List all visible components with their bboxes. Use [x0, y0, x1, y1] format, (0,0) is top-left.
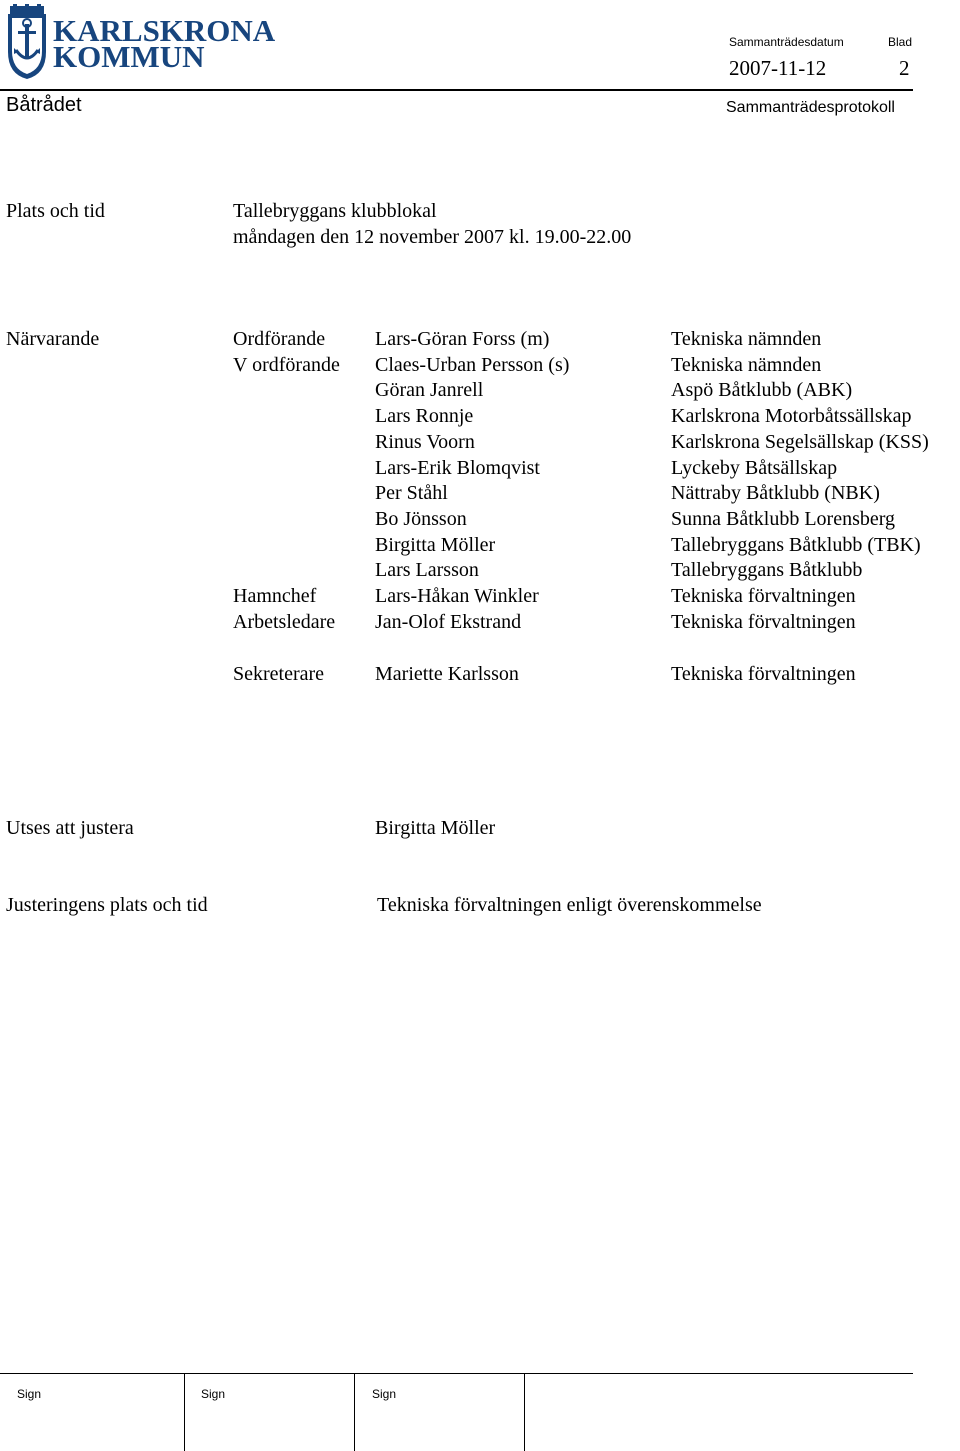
adjustment-place-value: Tekniska förvaltningen enligt överenskommelse — [377, 894, 762, 916]
signature-box-divider — [354, 1373, 355, 1451]
secretary-role: Sekreterare — [233, 663, 325, 685]
attendee-org: Tallebryggans Båtklubb — [671, 559, 863, 581]
signature-box-divider — [184, 1373, 185, 1451]
municipality-crest-logo — [6, 4, 48, 80]
attendee-name: Lars Larsson — [375, 559, 479, 581]
attendee-name: Lars-Håkan Winkler — [375, 585, 539, 607]
secretary-org: Tekniska förvaltningen — [671, 663, 856, 685]
attendee-org: Sunna Båtklubb Lorensberg — [671, 508, 896, 530]
adjuster-value: Birgitta Möller — [375, 817, 496, 839]
sign-label-3: Sign — [372, 1387, 397, 1401]
attendee-name: Birgitta Möller — [375, 534, 496, 556]
sign-label-2: Sign — [201, 1387, 226, 1401]
attendee-org: Lyckeby Båtsällskap — [671, 457, 838, 479]
attendee-name: Göran Janrell — [375, 379, 484, 401]
attendee-org: Aspö Båtklubb (ABK) — [671, 379, 853, 401]
attendee-org: Karlskrona Motorbåtssällskap — [671, 405, 912, 427]
attendee-org: Tekniska nämnden — [671, 354, 822, 376]
place-time-label: Plats och tid — [6, 200, 105, 222]
header-divider — [0, 89, 913, 91]
document-type: Sammanträdesprotokoll — [726, 99, 895, 116]
attendee-org: Tallebryggans Båtklubb (TBK) — [671, 534, 921, 556]
page-label: Blad — [888, 35, 913, 49]
attendee-name: Lars-Erik Blomqvist — [375, 457, 540, 479]
attendee-name: Lars-Göran Forss (m) — [375, 328, 550, 350]
attendee-name: Lars Ronnje — [375, 405, 474, 427]
sign-label-1: Sign — [17, 1387, 42, 1401]
department-title: Båtrådet — [6, 94, 82, 116]
attendee-org: Tekniska nämnden — [671, 328, 822, 350]
page-number: 2 — [899, 56, 910, 80]
attendee-name: Per Ståhl — [375, 482, 448, 504]
logo-line-1: KARLSKRONA — [53, 13, 276, 48]
attendee-name: Claes-Urban Persson (s) — [375, 354, 570, 376]
attendee-org: Karlskrona Segelsällskap (KSS) — [671, 431, 929, 453]
attendee-role: Hamnchef — [233, 585, 317, 607]
attendee-role: V ordförande — [233, 354, 340, 376]
signature-box-top-line — [0, 1373, 913, 1374]
attendee-name: Rinus Voorn — [375, 431, 475, 453]
attendee-org: Nättraby Båtklubb (NBK) — [671, 482, 880, 504]
place-line: Tallebryggans klubblokal — [233, 200, 437, 222]
meeting-date-label: Sammanträdesdatum — [729, 35, 844, 49]
adjustment-place-label: Justeringens plats och tid — [6, 894, 208, 916]
time-line: måndagen den 12 november 2007 kl. 19.00-22.00 — [233, 226, 632, 248]
secretary-name: Mariette Karlsson — [375, 663, 519, 685]
meeting-date: 2007-11-12 — [729, 56, 827, 80]
signature-box-divider — [524, 1373, 525, 1451]
attendee-name: Bo Jönsson — [375, 508, 467, 530]
attendee-name: Jan-Olof Ekstrand — [375, 611, 522, 633]
attendees-label: Närvarande — [6, 328, 100, 350]
adjuster-label: Utses att justera — [6, 817, 134, 839]
attendee-org: Tekniska förvaltningen — [671, 611, 856, 633]
attendee-role: Ordförande — [233, 328, 326, 350]
municipality-logo-text — [53, 13, 276, 74]
logo-line-2: KOMMUN — [53, 39, 205, 74]
attendee-org: Tekniska förvaltningen — [671, 585, 856, 607]
attendee-role: Arbetsledare — [233, 611, 336, 633]
